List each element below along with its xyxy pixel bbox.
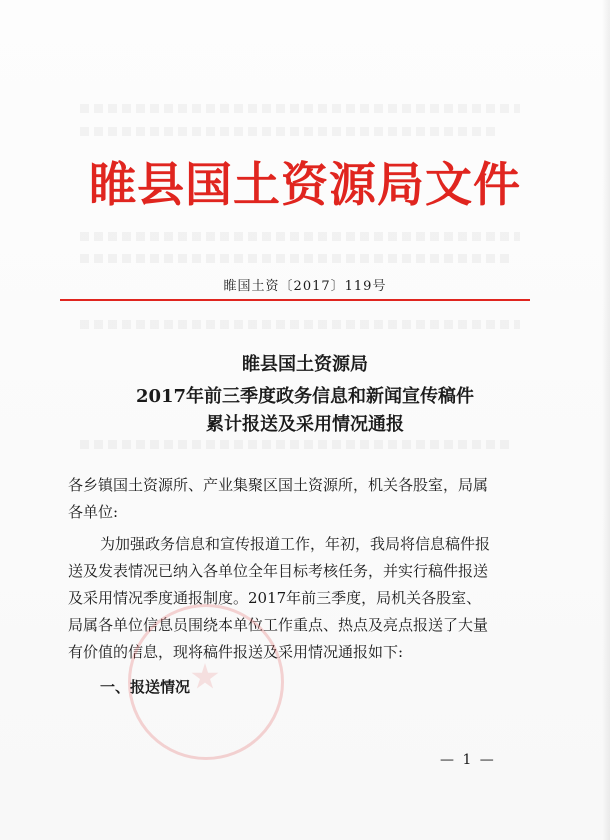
body-paragraph: [68, 531, 538, 666]
bleed-through-line: [80, 127, 500, 136]
red-header-title: 睢县国土资源局文件: [89, 158, 521, 213]
page-number: — 1 —: [440, 752, 496, 768]
bleed-through-line: [80, 104, 520, 113]
section-heading: 一、报送情况: [100, 678, 191, 696]
report-title-line-3: 累计报送及采用情况通报: [206, 414, 404, 435]
bleed-through-line: [80, 440, 510, 449]
paragraph-line: 为加强政务信息和宣传报道工作，年初，我局将信息稿件报: [100, 535, 491, 553]
salutation-line-1: 各乡镇国土资源所、产业集聚区国土资源所，机关各股室，局属: [68, 476, 489, 494]
bleed-through-line: [80, 232, 520, 241]
red-divider-line: [60, 299, 530, 301]
paragraph-line: 有价值的信息，现将稿件报送及采用情况通报如下:: [68, 643, 404, 661]
paragraph-line: 及采用情况季度通报制度。2017年前三季度，局机关各股室、: [68, 589, 482, 607]
paragraph-line: 局属各单位信息员围绕本单位工作重点、热点及亮点报送了大量: [68, 616, 489, 634]
bleed-through-line: [80, 320, 520, 329]
paragraph-line: 送及发表情况已纳入各单位全年目标考核任务，并实行稿件报送: [68, 562, 489, 580]
report-title-line-1: 睢县国土资源局: [242, 354, 368, 375]
bleed-through-line: [80, 254, 510, 263]
salutation-line-2: 各单位:: [68, 503, 119, 521]
document-number: 睢国土资〔2017〕119号: [223, 279, 387, 294]
report-title-line-2: 2017年前三季度政务信息和新闻宣传稿件: [135, 386, 475, 407]
